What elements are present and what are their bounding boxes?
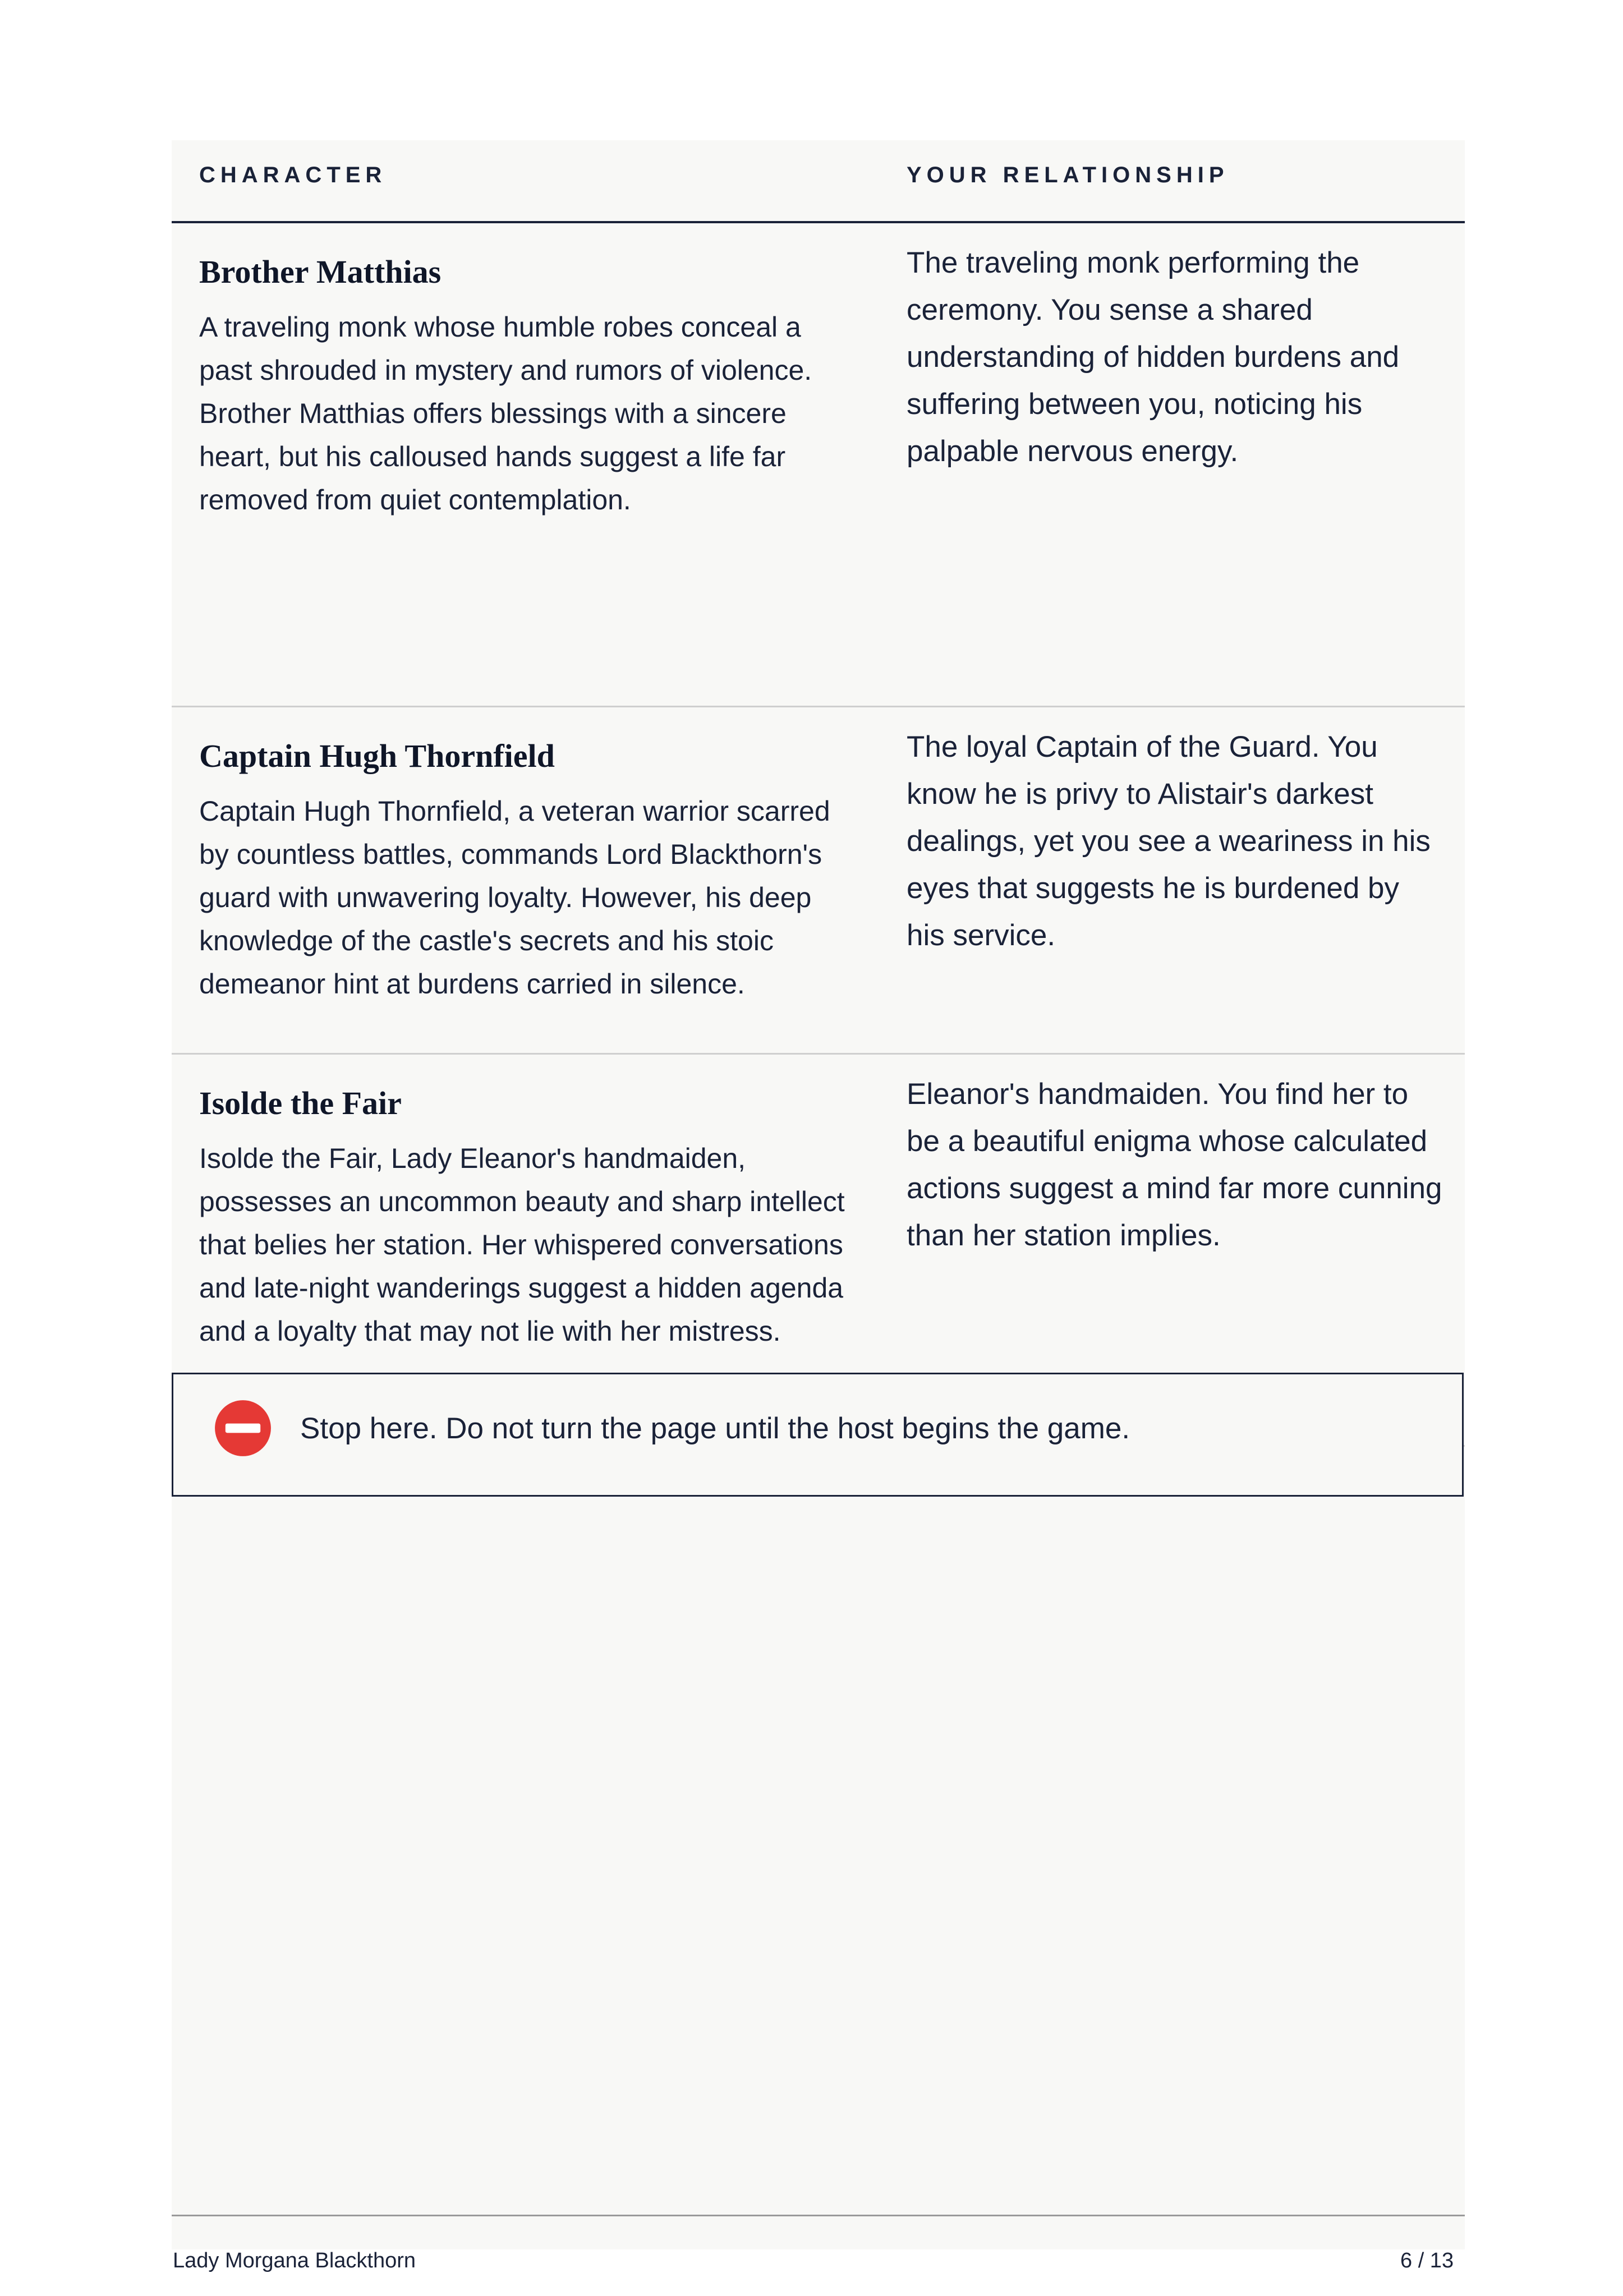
column-header-relationship: YOUR RELATIONSHIP	[907, 163, 1229, 187]
table-row	[172, 223, 1465, 707]
stop-notice	[172, 1373, 1464, 1497]
table-row	[172, 707, 1465, 1055]
character-sheet-page	[172, 140, 1465, 2249]
character-name: Brother Matthias	[199, 254, 442, 290]
page-number: 6 / 13	[1400, 2249, 1454, 2272]
column-header-character: CHARACTER	[199, 163, 387, 187]
relationship-cell: The traveling monk performing the ceremony. You sense a shared understanding of hidden burdens and suffering between you, noticing his palpable nervous energy.	[907, 246, 1400, 468]
footer-character-name: Lady Morgana Blackthorn	[173, 2249, 416, 2272]
character-name: Captain Hugh Thornfield	[199, 738, 555, 774]
character-cell	[199, 253, 861, 522]
relationship-cell: The loyal Captain of the Guard. You know he is privy to Alistair's darkest dealings, yet you see a weariness in his eyes that suggests he is burdened by his service.	[907, 730, 1431, 952]
stop-notice-text: Stop here. Do not turn the page until the host begins the game.	[300, 1412, 1130, 1445]
character-description: Isolde the Fair, Lady Eleanor's handmaiden, possesses an uncommon beauty and sharp intellect that belies her station. Her whispered conversations and late-night wanderings suggest a hidden agenda and a loyalty that may not lie with her mistress.	[199, 1143, 845, 1347]
table-header	[172, 140, 1465, 223]
character-cell	[199, 737, 861, 1006]
no-entry-icon	[214, 1399, 272, 1457]
footer-divider	[172, 2215, 1465, 2216]
character-cell	[199, 1084, 861, 1353]
character-description: Captain Hugh Thornfield, a veteran warrior scarred by countless battles, commands Lord Blackthorn's guard with unwavering loyalty. However, his deep knowledge of the castle's secrets and his stoic demeanor hint at burdens carried in silence.	[199, 795, 830, 1000]
relationship-cell: Eleanor's handmaiden. You find her to be a beautiful enigma whose calculated actions suggest a mind far more cunning than her station implies.	[907, 1078, 1442, 1252]
character-description: A traveling monk whose humble robes conceal a past shrouded in mystery and rumors of violence. Brother Matthias offers blessings with a sincere heart, but his calloused hands suggest a life far removed from quiet contemplation.	[199, 311, 812, 516]
character-name: Isolde the Fair	[199, 1085, 402, 1121]
